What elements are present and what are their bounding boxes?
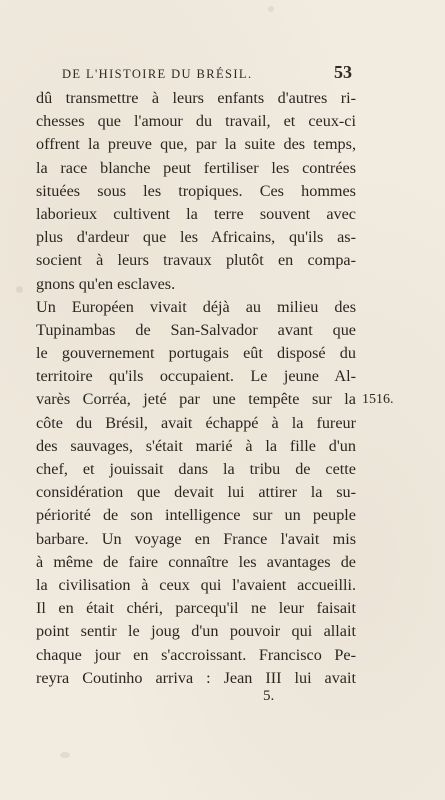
text-line: laborieux cultivent la terre souvent avec <box>36 204 356 223</box>
text-line: des sauvages, s'était marié à la fille d'un <box>36 436 356 455</box>
text-line: point sentir le joug d'un pouvoir qui allait <box>36 622 356 641</box>
text-line: Il en était chéri, parcequ'il ne leur faisait <box>36 599 356 618</box>
text-line: situées sous les tropiques. Ces hommes <box>36 181 356 200</box>
text-line: Tupinambas de San-Salvador avant que <box>36 320 356 339</box>
text-line: chaque jour en s'accroissant. Francisco Pe- <box>36 645 356 664</box>
text-line: plus d'ardeur que les Africains, qu'ils as- <box>36 228 356 247</box>
text-line: considération que devait lui attirer la su- <box>36 483 356 502</box>
text-line: reyra Coutinho arriva : Jean III lui avait <box>36 668 356 687</box>
text-line: côte du Brésil, avait échappé à la fureur <box>36 413 356 432</box>
text-line: gnons qu'en esclaves. <box>36 274 176 293</box>
foxing-spot <box>16 286 23 293</box>
text-line: dû transmettre à leurs enfants d'autres ri- <box>36 89 356 107</box>
text-line: le gouvernement portugais eût disposé du <box>36 344 356 363</box>
body-text <box>36 87 356 690</box>
foxing-spot <box>60 752 70 758</box>
text-line: varès Corréa, jeté par une tempête sur la <box>36 390 356 409</box>
text-line: périorité de son intelligence sur un peuple <box>36 506 356 525</box>
text-line: chef, et jouissait dans la tribu de cette <box>36 460 356 478</box>
page-number: 53 <box>334 62 352 82</box>
text-line: chesses que l'amour du travail, et ceux-ci <box>36 112 356 131</box>
page-header <box>62 62 352 86</box>
running-head: DE L'HISTOIRE DU BRÉSIL. <box>62 67 253 81</box>
text-line: la civilisation à ceux qui l'avaient accueilli. <box>36 575 356 594</box>
text-line: Un Européen vivait déjà au milieu des <box>36 297 356 316</box>
signature-mark: 5. <box>263 688 275 704</box>
foxing-spot <box>268 6 274 12</box>
text-line: à même de faire connaître les avantages de <box>36 552 356 571</box>
text-line: barbare. Un voyage en France l'avait mis <box>36 529 356 548</box>
text-line: territoire qu'ils occupaient. Le jeune Al- <box>36 367 356 386</box>
text-line: socient à leurs travaux plutôt en compa- <box>36 251 356 270</box>
text-line: la race blanche peut fertiliser les contrées <box>36 158 356 177</box>
text-line: offrent la preuve que, par la suite des temps, <box>36 135 356 154</box>
margin-note-year: 1516. <box>362 392 394 407</box>
